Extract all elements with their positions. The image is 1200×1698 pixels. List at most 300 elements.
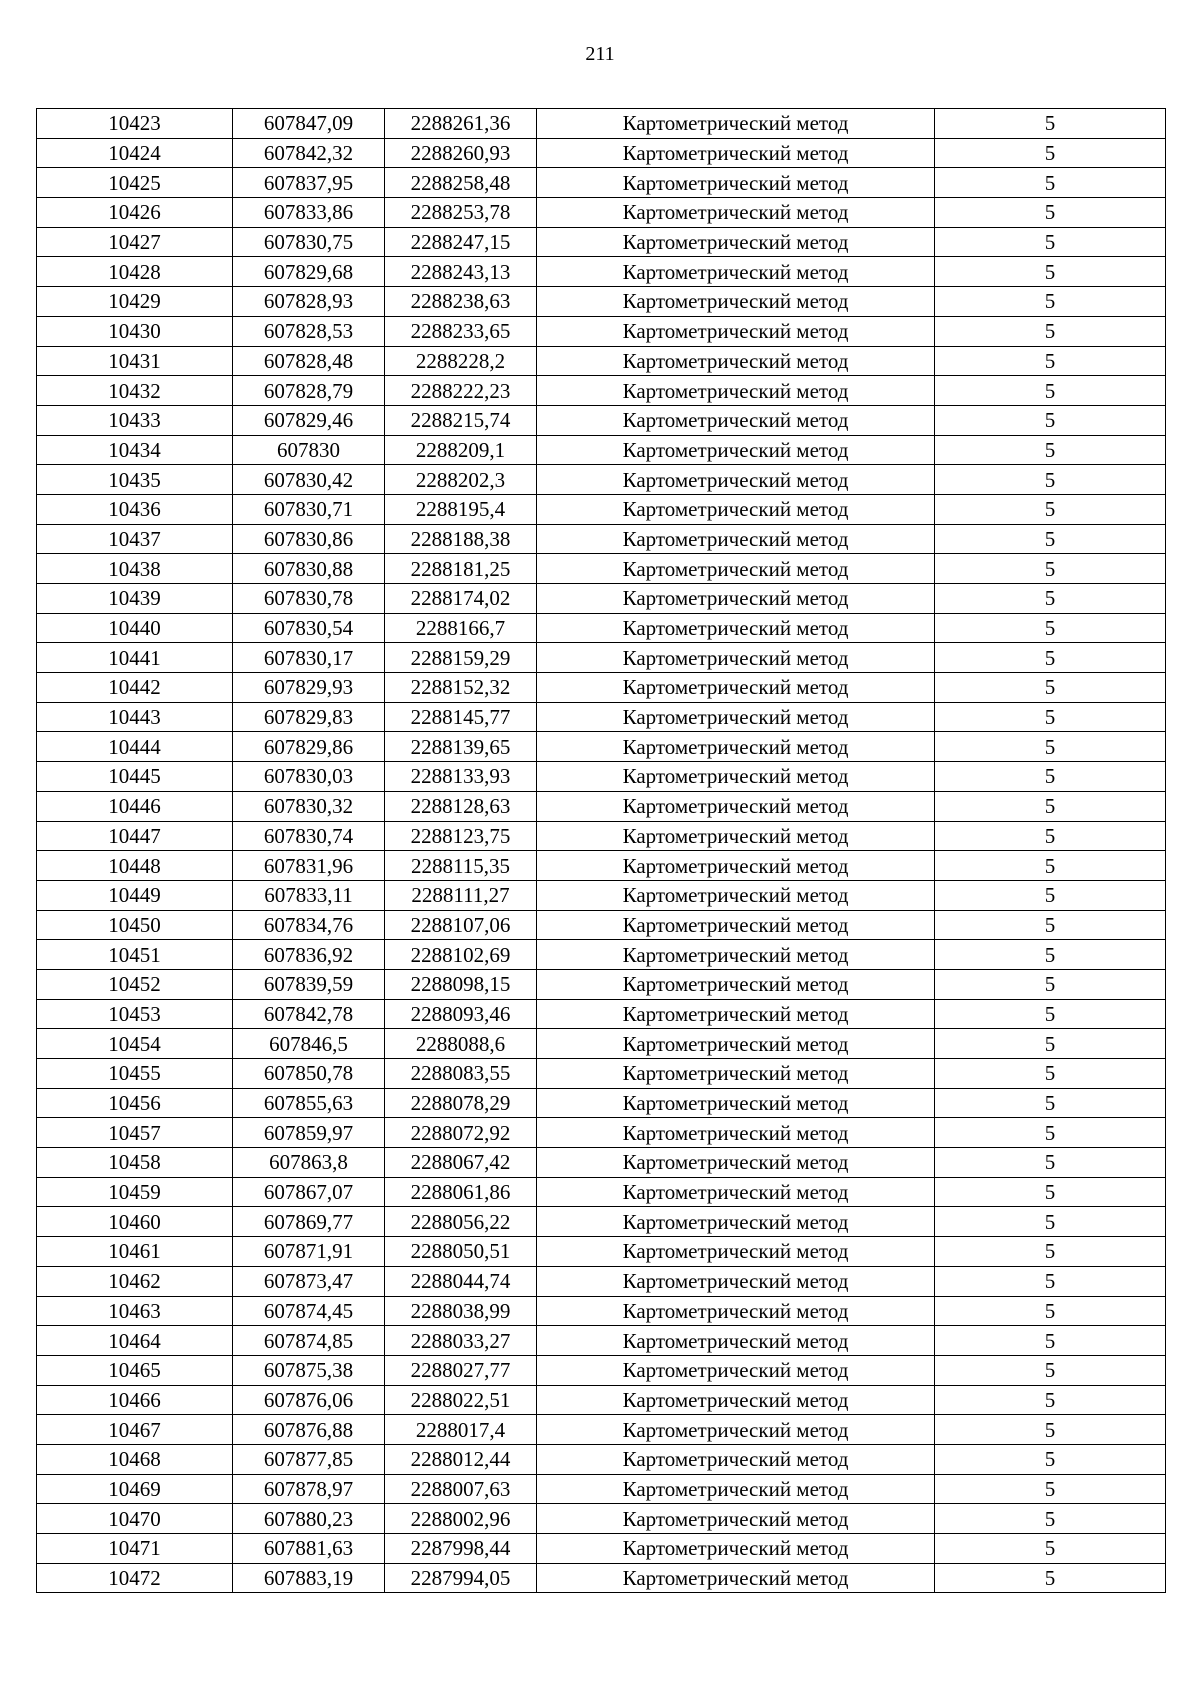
x-coordinate-cell: 607829,86 bbox=[233, 732, 385, 762]
table-row bbox=[37, 524, 1166, 554]
accuracy-cell: 5 bbox=[935, 851, 1166, 881]
method-cell: Картометрический метод bbox=[537, 1326, 935, 1356]
method-cell: Картометрический метод bbox=[537, 1148, 935, 1178]
method-cell: Картометрический метод bbox=[537, 1207, 935, 1237]
method-cell: Картометрический метод bbox=[537, 227, 935, 257]
y-coordinate-cell: 2288261,36 bbox=[385, 109, 537, 139]
accuracy-cell: 5 bbox=[935, 1385, 1166, 1415]
x-coordinate-cell: 607876,06 bbox=[233, 1385, 385, 1415]
table-row bbox=[37, 168, 1166, 198]
accuracy-cell: 5 bbox=[935, 1059, 1166, 1089]
point-number-cell: 10467 bbox=[37, 1415, 233, 1445]
y-coordinate-cell: 2288174,02 bbox=[385, 584, 537, 614]
accuracy-cell: 5 bbox=[935, 168, 1166, 198]
point-number-cell: 10462 bbox=[37, 1266, 233, 1296]
y-coordinate-cell: 2288111,27 bbox=[385, 880, 537, 910]
table-row bbox=[37, 1148, 1166, 1178]
x-coordinate-cell: 607830,54 bbox=[233, 613, 385, 643]
y-coordinate-cell: 2288215,74 bbox=[385, 405, 537, 435]
x-coordinate-cell: 607830,74 bbox=[233, 821, 385, 851]
y-coordinate-cell: 2288050,51 bbox=[385, 1237, 537, 1267]
x-coordinate-cell: 607881,63 bbox=[233, 1534, 385, 1564]
table-row bbox=[37, 1029, 1166, 1059]
method-cell: Картометрический метод bbox=[537, 554, 935, 584]
point-number-cell: 10470 bbox=[37, 1504, 233, 1534]
accuracy-cell: 5 bbox=[935, 494, 1166, 524]
accuracy-cell: 5 bbox=[935, 1177, 1166, 1207]
method-cell: Картометрический метод bbox=[537, 1296, 935, 1326]
accuracy-cell: 5 bbox=[935, 673, 1166, 703]
y-coordinate-cell: 2288181,25 bbox=[385, 554, 537, 584]
accuracy-cell: 5 bbox=[935, 1415, 1166, 1445]
coordinates-table-body bbox=[37, 109, 1166, 1593]
x-coordinate-cell: 607859,97 bbox=[233, 1118, 385, 1148]
accuracy-cell: 5 bbox=[935, 316, 1166, 346]
x-coordinate-cell: 607828,93 bbox=[233, 287, 385, 317]
y-coordinate-cell: 2288188,38 bbox=[385, 524, 537, 554]
x-coordinate-cell: 607874,85 bbox=[233, 1326, 385, 1356]
table-row bbox=[37, 1415, 1166, 1445]
accuracy-cell: 5 bbox=[935, 821, 1166, 851]
table-row bbox=[37, 762, 1166, 792]
method-cell: Картометрический метод bbox=[537, 1059, 935, 1089]
method-cell: Картометрический метод bbox=[537, 851, 935, 881]
table-row bbox=[37, 316, 1166, 346]
method-cell: Картометрический метод bbox=[537, 287, 935, 317]
accuracy-cell: 5 bbox=[935, 287, 1166, 317]
y-coordinate-cell: 2288044,74 bbox=[385, 1266, 537, 1296]
y-coordinate-cell: 2288209,1 bbox=[385, 435, 537, 465]
x-coordinate-cell: 607839,59 bbox=[233, 969, 385, 999]
method-cell: Картометрический метод bbox=[537, 257, 935, 287]
accuracy-cell: 5 bbox=[935, 1296, 1166, 1326]
method-cell: Картометрический метод bbox=[537, 1534, 935, 1564]
point-number-cell: 10434 bbox=[37, 435, 233, 465]
accuracy-cell: 5 bbox=[935, 969, 1166, 999]
method-cell: Картометрический метод bbox=[537, 1355, 935, 1385]
method-cell: Картометрический метод bbox=[537, 376, 935, 406]
table-row bbox=[37, 435, 1166, 465]
point-number-cell: 10463 bbox=[37, 1296, 233, 1326]
x-coordinate-cell: 607842,32 bbox=[233, 138, 385, 168]
point-number-cell: 10453 bbox=[37, 999, 233, 1029]
y-coordinate-cell: 2288002,96 bbox=[385, 1504, 537, 1534]
y-coordinate-cell: 2288258,48 bbox=[385, 168, 537, 198]
table-row bbox=[37, 1444, 1166, 1474]
x-coordinate-cell: 607847,09 bbox=[233, 109, 385, 139]
table-row bbox=[37, 1266, 1166, 1296]
point-number-cell: 10447 bbox=[37, 821, 233, 851]
x-coordinate-cell: 607830,32 bbox=[233, 791, 385, 821]
point-number-cell: 10444 bbox=[37, 732, 233, 762]
table-row bbox=[37, 376, 1166, 406]
point-number-cell: 10452 bbox=[37, 969, 233, 999]
method-cell: Картометрический метод bbox=[537, 1563, 935, 1593]
x-coordinate-cell: 607874,45 bbox=[233, 1296, 385, 1326]
accuracy-cell: 5 bbox=[935, 1237, 1166, 1267]
point-number-cell: 10431 bbox=[37, 346, 233, 376]
x-coordinate-cell: 607869,77 bbox=[233, 1207, 385, 1237]
point-number-cell: 10451 bbox=[37, 940, 233, 970]
method-cell: Картометрический метод bbox=[537, 643, 935, 673]
table-row bbox=[37, 554, 1166, 584]
point-number-cell: 10430 bbox=[37, 316, 233, 346]
accuracy-cell: 5 bbox=[935, 1266, 1166, 1296]
accuracy-cell: 5 bbox=[935, 435, 1166, 465]
coordinates-table bbox=[36, 108, 1166, 1593]
table-row bbox=[37, 1534, 1166, 1564]
x-coordinate-cell: 607830,42 bbox=[233, 465, 385, 495]
x-coordinate-cell: 607830,88 bbox=[233, 554, 385, 584]
point-number-cell: 10456 bbox=[37, 1088, 233, 1118]
accuracy-cell: 5 bbox=[935, 1148, 1166, 1178]
x-coordinate-cell: 607836,92 bbox=[233, 940, 385, 970]
y-coordinate-cell: 2288247,15 bbox=[385, 227, 537, 257]
x-coordinate-cell: 607863,8 bbox=[233, 1148, 385, 1178]
x-coordinate-cell: 607850,78 bbox=[233, 1059, 385, 1089]
y-coordinate-cell: 2288166,7 bbox=[385, 613, 537, 643]
y-coordinate-cell: 2288102,69 bbox=[385, 940, 537, 970]
method-cell: Картометрический метод bbox=[537, 138, 935, 168]
method-cell: Картометрический метод bbox=[537, 1029, 935, 1059]
method-cell: Картометрический метод bbox=[537, 1415, 935, 1445]
accuracy-cell: 5 bbox=[935, 405, 1166, 435]
x-coordinate-cell: 607829,46 bbox=[233, 405, 385, 435]
point-number-cell: 10433 bbox=[37, 405, 233, 435]
point-number-cell: 10440 bbox=[37, 613, 233, 643]
method-cell: Картометрический метод bbox=[537, 1088, 935, 1118]
accuracy-cell: 5 bbox=[935, 1534, 1166, 1564]
x-coordinate-cell: 607842,78 bbox=[233, 999, 385, 1029]
x-coordinate-cell: 607830,03 bbox=[233, 762, 385, 792]
table-row bbox=[37, 880, 1166, 910]
accuracy-cell: 5 bbox=[935, 1444, 1166, 1474]
table-row bbox=[37, 999, 1166, 1029]
table-row bbox=[37, 1296, 1166, 1326]
method-cell: Картометрический метод bbox=[537, 494, 935, 524]
point-number-cell: 10432 bbox=[37, 376, 233, 406]
table-row bbox=[37, 1326, 1166, 1356]
x-coordinate-cell: 607880,23 bbox=[233, 1504, 385, 1534]
table-row bbox=[37, 138, 1166, 168]
accuracy-cell: 5 bbox=[935, 880, 1166, 910]
y-coordinate-cell: 2288083,55 bbox=[385, 1059, 537, 1089]
method-cell: Картометрический метод bbox=[537, 1385, 935, 1415]
point-number-cell: 10468 bbox=[37, 1444, 233, 1474]
x-coordinate-cell: 607830,78 bbox=[233, 584, 385, 614]
y-coordinate-cell: 2288115,35 bbox=[385, 851, 537, 881]
x-coordinate-cell: 607875,38 bbox=[233, 1355, 385, 1385]
y-coordinate-cell: 2288056,22 bbox=[385, 1207, 537, 1237]
accuracy-cell: 5 bbox=[935, 554, 1166, 584]
table-row bbox=[37, 287, 1166, 317]
accuracy-cell: 5 bbox=[935, 1207, 1166, 1237]
point-number-cell: 10472 bbox=[37, 1563, 233, 1593]
y-coordinate-cell: 2288253,78 bbox=[385, 198, 537, 228]
point-number-cell: 10437 bbox=[37, 524, 233, 554]
y-coordinate-cell: 2288159,29 bbox=[385, 643, 537, 673]
accuracy-cell: 5 bbox=[935, 613, 1166, 643]
method-cell: Картометрический метод bbox=[537, 880, 935, 910]
accuracy-cell: 5 bbox=[935, 524, 1166, 554]
method-cell: Картометрический метод bbox=[537, 316, 935, 346]
method-cell: Картометрический метод bbox=[537, 673, 935, 703]
y-coordinate-cell: 2288107,06 bbox=[385, 910, 537, 940]
accuracy-cell: 5 bbox=[935, 910, 1166, 940]
point-number-cell: 10469 bbox=[37, 1474, 233, 1504]
y-coordinate-cell: 2288145,77 bbox=[385, 702, 537, 732]
accuracy-cell: 5 bbox=[935, 198, 1166, 228]
point-number-cell: 10445 bbox=[37, 762, 233, 792]
y-coordinate-cell: 2288238,63 bbox=[385, 287, 537, 317]
table-row bbox=[37, 613, 1166, 643]
accuracy-cell: 5 bbox=[935, 1563, 1166, 1593]
method-cell: Картометрический метод bbox=[537, 762, 935, 792]
y-coordinate-cell: 2288195,4 bbox=[385, 494, 537, 524]
table-row bbox=[37, 465, 1166, 495]
y-coordinate-cell: 2288128,63 bbox=[385, 791, 537, 821]
x-coordinate-cell: 607828,48 bbox=[233, 346, 385, 376]
method-cell: Картометрический метод bbox=[537, 198, 935, 228]
x-coordinate-cell: 607830 bbox=[233, 435, 385, 465]
y-coordinate-cell: 2288222,23 bbox=[385, 376, 537, 406]
table-row bbox=[37, 1207, 1166, 1237]
table-row bbox=[37, 821, 1166, 851]
method-cell: Картометрический метод bbox=[537, 732, 935, 762]
y-coordinate-cell: 2288067,42 bbox=[385, 1148, 537, 1178]
y-coordinate-cell: 2288098,15 bbox=[385, 969, 537, 999]
method-cell: Картометрический метод bbox=[537, 109, 935, 139]
point-number-cell: 10465 bbox=[37, 1355, 233, 1385]
table-row bbox=[37, 1504, 1166, 1534]
table-row bbox=[37, 1355, 1166, 1385]
point-number-cell: 10436 bbox=[37, 494, 233, 524]
accuracy-cell: 5 bbox=[935, 1355, 1166, 1385]
accuracy-cell: 5 bbox=[935, 702, 1166, 732]
x-coordinate-cell: 607834,76 bbox=[233, 910, 385, 940]
y-coordinate-cell: 2287998,44 bbox=[385, 1534, 537, 1564]
table-row bbox=[37, 969, 1166, 999]
x-coordinate-cell: 607855,63 bbox=[233, 1088, 385, 1118]
x-coordinate-cell: 607831,96 bbox=[233, 851, 385, 881]
method-cell: Картометрический метод bbox=[537, 1474, 935, 1504]
method-cell: Картометрический метод bbox=[537, 1444, 935, 1474]
accuracy-cell: 5 bbox=[935, 1118, 1166, 1148]
x-coordinate-cell: 607830,71 bbox=[233, 494, 385, 524]
point-number-cell: 10441 bbox=[37, 643, 233, 673]
accuracy-cell: 5 bbox=[935, 227, 1166, 257]
table-row bbox=[37, 1474, 1166, 1504]
point-number-cell: 10435 bbox=[37, 465, 233, 495]
y-coordinate-cell: 2288012,44 bbox=[385, 1444, 537, 1474]
y-coordinate-cell: 2288123,75 bbox=[385, 821, 537, 851]
method-cell: Картометрический метод bbox=[537, 910, 935, 940]
table-row bbox=[37, 227, 1166, 257]
accuracy-cell: 5 bbox=[935, 1088, 1166, 1118]
table-row bbox=[37, 257, 1166, 287]
table-row bbox=[37, 673, 1166, 703]
method-cell: Картометрический метод bbox=[537, 821, 935, 851]
method-cell: Картометрический метод bbox=[537, 969, 935, 999]
y-coordinate-cell: 2288072,92 bbox=[385, 1118, 537, 1148]
x-coordinate-cell: 607830,86 bbox=[233, 524, 385, 554]
method-cell: Картометрический метод bbox=[537, 346, 935, 376]
method-cell: Картометрический метод bbox=[537, 1118, 935, 1148]
method-cell: Картометрический метод bbox=[537, 1504, 935, 1534]
method-cell: Картометрический метод bbox=[537, 168, 935, 198]
method-cell: Картометрический метод bbox=[537, 1266, 935, 1296]
point-number-cell: 10471 bbox=[37, 1534, 233, 1564]
y-coordinate-cell: 2288228,2 bbox=[385, 346, 537, 376]
accuracy-cell: 5 bbox=[935, 1504, 1166, 1534]
table-row bbox=[37, 494, 1166, 524]
x-coordinate-cell: 607877,85 bbox=[233, 1444, 385, 1474]
x-coordinate-cell: 607883,19 bbox=[233, 1563, 385, 1593]
x-coordinate-cell: 607830,75 bbox=[233, 227, 385, 257]
point-number-cell: 10466 bbox=[37, 1385, 233, 1415]
y-coordinate-cell: 2287994,05 bbox=[385, 1563, 537, 1593]
y-coordinate-cell: 2288033,27 bbox=[385, 1326, 537, 1356]
accuracy-cell: 5 bbox=[935, 940, 1166, 970]
point-number-cell: 10438 bbox=[37, 554, 233, 584]
x-coordinate-cell: 607873,47 bbox=[233, 1266, 385, 1296]
point-number-cell: 10449 bbox=[37, 880, 233, 910]
x-coordinate-cell: 607837,95 bbox=[233, 168, 385, 198]
table-row bbox=[37, 1118, 1166, 1148]
accuracy-cell: 5 bbox=[935, 1326, 1166, 1356]
method-cell: Картометрический метод bbox=[537, 702, 935, 732]
table-row bbox=[37, 405, 1166, 435]
table-row bbox=[37, 851, 1166, 881]
method-cell: Картометрический метод bbox=[537, 1177, 935, 1207]
x-coordinate-cell: 607867,07 bbox=[233, 1177, 385, 1207]
point-number-cell: 10458 bbox=[37, 1148, 233, 1178]
table-row bbox=[37, 732, 1166, 762]
accuracy-cell: 5 bbox=[935, 1029, 1166, 1059]
method-cell: Картометрический метод bbox=[537, 465, 935, 495]
y-coordinate-cell: 2288233,65 bbox=[385, 316, 537, 346]
y-coordinate-cell: 2288017,4 bbox=[385, 1415, 537, 1445]
table-row bbox=[37, 791, 1166, 821]
point-number-cell: 10459 bbox=[37, 1177, 233, 1207]
x-coordinate-cell: 607828,53 bbox=[233, 316, 385, 346]
table-row bbox=[37, 1237, 1166, 1267]
accuracy-cell: 5 bbox=[935, 732, 1166, 762]
table-row bbox=[37, 346, 1166, 376]
point-number-cell: 10425 bbox=[37, 168, 233, 198]
table-row bbox=[37, 1088, 1166, 1118]
method-cell: Картометрический метод bbox=[537, 1237, 935, 1267]
x-coordinate-cell: 607828,79 bbox=[233, 376, 385, 406]
method-cell: Картометрический метод bbox=[537, 613, 935, 643]
point-number-cell: 10439 bbox=[37, 584, 233, 614]
x-coordinate-cell: 607846,5 bbox=[233, 1029, 385, 1059]
method-cell: Картометрический метод bbox=[537, 999, 935, 1029]
method-cell: Картометрический метод bbox=[537, 524, 935, 554]
table-row bbox=[37, 1385, 1166, 1415]
y-coordinate-cell: 2288152,32 bbox=[385, 673, 537, 703]
x-coordinate-cell: 607876,88 bbox=[233, 1415, 385, 1445]
y-coordinate-cell: 2288027,77 bbox=[385, 1355, 537, 1385]
accuracy-cell: 5 bbox=[935, 1474, 1166, 1504]
point-number-cell: 10424 bbox=[37, 138, 233, 168]
x-coordinate-cell: 607833,86 bbox=[233, 198, 385, 228]
y-coordinate-cell: 2288007,63 bbox=[385, 1474, 537, 1504]
point-number-cell: 10457 bbox=[37, 1118, 233, 1148]
y-coordinate-cell: 2288038,99 bbox=[385, 1296, 537, 1326]
y-coordinate-cell: 2288061,86 bbox=[385, 1177, 537, 1207]
table-row bbox=[37, 1059, 1166, 1089]
x-coordinate-cell: 607878,97 bbox=[233, 1474, 385, 1504]
point-number-cell: 10428 bbox=[37, 257, 233, 287]
accuracy-cell: 5 bbox=[935, 346, 1166, 376]
y-coordinate-cell: 2288078,29 bbox=[385, 1088, 537, 1118]
point-number-cell: 10427 bbox=[37, 227, 233, 257]
point-number-cell: 10464 bbox=[37, 1326, 233, 1356]
y-coordinate-cell: 2288133,93 bbox=[385, 762, 537, 792]
accuracy-cell: 5 bbox=[935, 376, 1166, 406]
accuracy-cell: 5 bbox=[935, 584, 1166, 614]
method-cell: Картометрический метод bbox=[537, 405, 935, 435]
method-cell: Картометрический метод bbox=[537, 791, 935, 821]
table-row bbox=[37, 1563, 1166, 1593]
y-coordinate-cell: 2288260,93 bbox=[385, 138, 537, 168]
point-number-cell: 10423 bbox=[37, 109, 233, 139]
table-row bbox=[37, 198, 1166, 228]
table-row bbox=[37, 940, 1166, 970]
method-cell: Картометрический метод bbox=[537, 584, 935, 614]
accuracy-cell: 5 bbox=[935, 257, 1166, 287]
table-row bbox=[37, 702, 1166, 732]
point-number-cell: 10443 bbox=[37, 702, 233, 732]
point-number-cell: 10448 bbox=[37, 851, 233, 881]
point-number-cell: 10450 bbox=[37, 910, 233, 940]
y-coordinate-cell: 2288243,13 bbox=[385, 257, 537, 287]
point-number-cell: 10460 bbox=[37, 1207, 233, 1237]
table-row bbox=[37, 910, 1166, 940]
page-number: 211 bbox=[585, 43, 615, 65]
x-coordinate-cell: 607830,17 bbox=[233, 643, 385, 673]
x-coordinate-cell: 607833,11 bbox=[233, 880, 385, 910]
point-number-cell: 10429 bbox=[37, 287, 233, 317]
y-coordinate-cell: 2288139,65 bbox=[385, 732, 537, 762]
method-cell: Картометрический метод bbox=[537, 940, 935, 970]
y-coordinate-cell: 2288093,46 bbox=[385, 999, 537, 1029]
x-coordinate-cell: 607871,91 bbox=[233, 1237, 385, 1267]
point-number-cell: 10426 bbox=[37, 198, 233, 228]
accuracy-cell: 5 bbox=[935, 643, 1166, 673]
x-coordinate-cell: 607829,83 bbox=[233, 702, 385, 732]
table-row bbox=[37, 109, 1166, 139]
accuracy-cell: 5 bbox=[935, 791, 1166, 821]
accuracy-cell: 5 bbox=[935, 109, 1166, 139]
accuracy-cell: 5 bbox=[935, 762, 1166, 792]
accuracy-cell: 5 bbox=[935, 999, 1166, 1029]
table-row bbox=[37, 643, 1166, 673]
y-coordinate-cell: 2288022,51 bbox=[385, 1385, 537, 1415]
table-row bbox=[37, 1177, 1166, 1207]
table-row bbox=[37, 584, 1166, 614]
y-coordinate-cell: 2288088,6 bbox=[385, 1029, 537, 1059]
accuracy-cell: 5 bbox=[935, 138, 1166, 168]
point-number-cell: 10455 bbox=[37, 1059, 233, 1089]
point-number-cell: 10446 bbox=[37, 791, 233, 821]
point-number-cell: 10454 bbox=[37, 1029, 233, 1059]
y-coordinate-cell: 2288202,3 bbox=[385, 465, 537, 495]
x-coordinate-cell: 607829,68 bbox=[233, 257, 385, 287]
method-cell: Картометрический метод bbox=[537, 435, 935, 465]
accuracy-cell: 5 bbox=[935, 465, 1166, 495]
